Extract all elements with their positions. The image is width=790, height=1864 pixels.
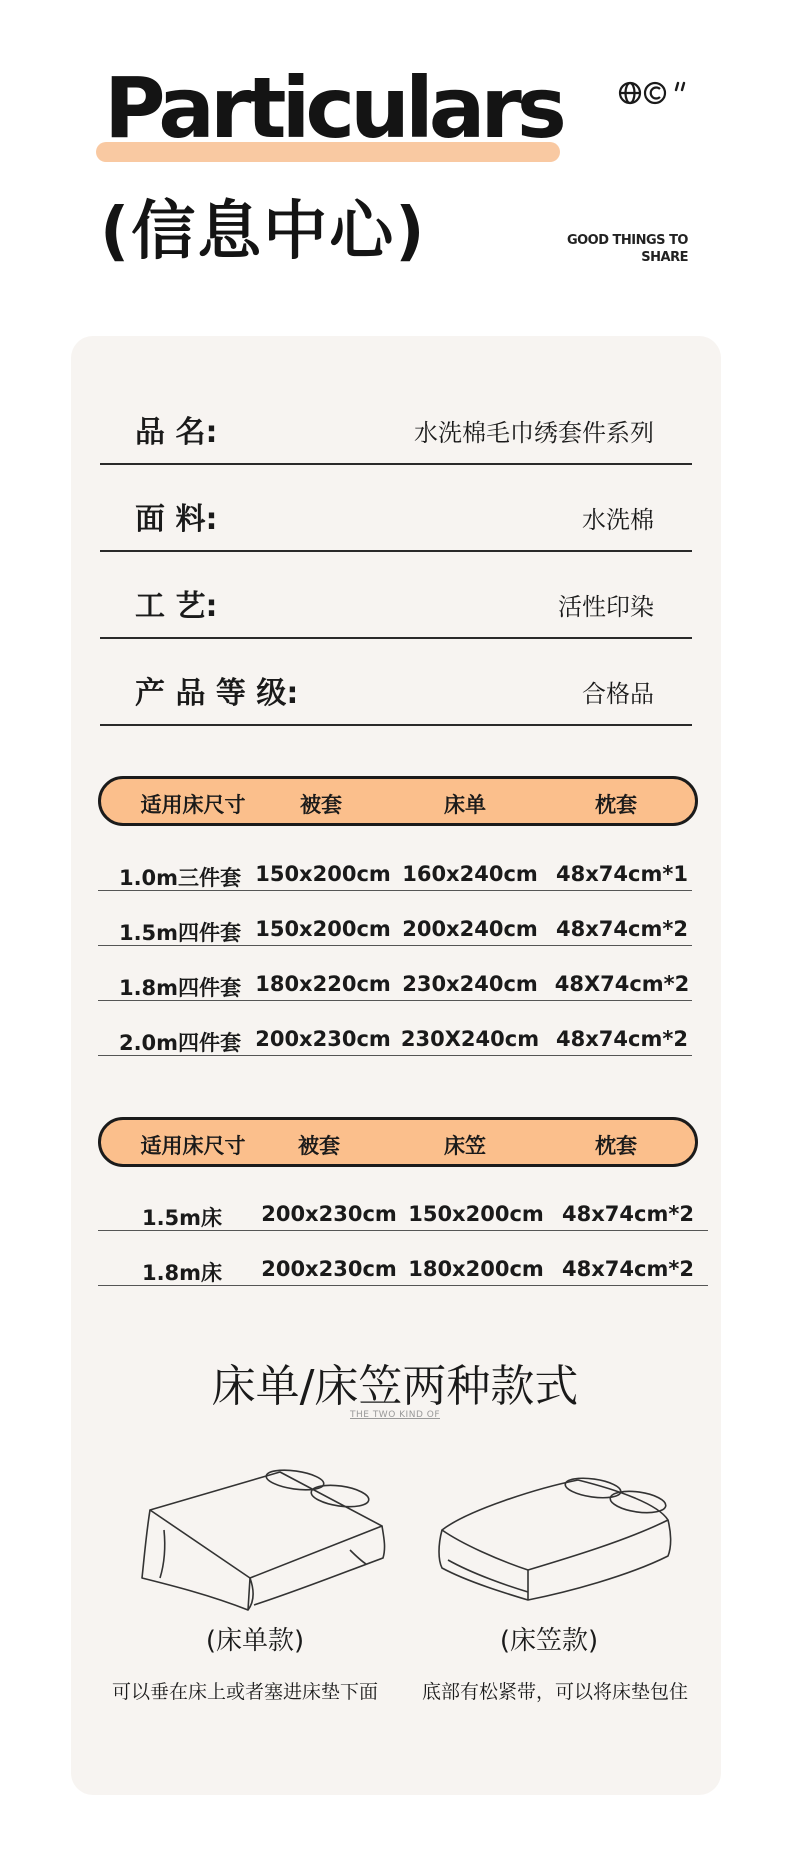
table-cell: 48x74cm*2 [556,1027,688,1051]
info-label: 品 名: [135,415,218,450]
info-value: 水洗棉毛巾绣套件系列 [414,419,654,447]
table-cell: 200x230cm [255,1027,391,1051]
table-cell: 48X74cm*2 [554,972,690,996]
flat-sheet-description: 可以垂在床上或者塞进床垫下面 [111,1681,378,1703]
info-value: 合格品 [582,680,654,708]
flat-sheet-label: (床单款) [205,1626,305,1656]
info-row-name [100,377,692,465]
fitted-sheet-description: 底部有松紧带，可以将床垫包住 [421,1681,688,1703]
page-title: Particulars [104,59,562,157]
copyright-icon [645,83,665,103]
table1-header [98,776,698,826]
table-cell: 1.0m三件套 [118,866,242,890]
table-cell: 200x230cm [261,1257,397,1281]
table-cell: 150x200cm [408,1202,544,1226]
header-cell: 被套 [298,1134,340,1158]
fitted-sheet-bed-illustration [428,1460,678,1610]
header-cell: 被套 [300,793,342,817]
flat-sheet-bed-illustration [130,1460,390,1620]
header-cell: 床单 [444,793,486,817]
info-row-craft [100,551,692,639]
fitted-sheet-label: (床笠款) [499,1626,599,1656]
globe-icon [620,83,640,103]
table-row [98,1245,708,1286]
header-cell: 枕套 [595,793,637,817]
styles-subtitle: THE TWO KIND OF [350,1410,440,1420]
table-cell: 230X240cm [400,1027,540,1051]
table-cell: 1.8m床 [141,1261,223,1285]
info-row-grade [100,638,692,726]
table-cell: 48x74cm*2 [562,1257,694,1281]
table-row [98,905,692,946]
info-value: 水洗棉 [582,506,654,534]
brand-icons [618,78,690,108]
header-cell: 枕套 [595,1134,637,1158]
table-cell: 150x200cm [255,862,391,886]
table-cell: 2.0m四件套 [118,1031,242,1055]
slogan-line-2: SHARE [641,250,688,265]
table-cell: 180x220cm [255,972,391,996]
table-cell: 160x240cm [402,862,538,886]
table-row [98,850,692,891]
table-cell: 1.5m四件套 [118,921,242,945]
quote-mark-icon [676,83,684,90]
header-cell: 床笠 [444,1134,486,1158]
table-row [98,1190,708,1231]
info-label: 产 品 等 级: [135,676,299,711]
table-cell: 48x74cm*2 [562,1202,694,1226]
table-row [98,960,692,1001]
table-cell: 180x200cm [408,1257,544,1281]
table-cell: 1.8m四件套 [118,976,242,1000]
header-cell: 适用床尺寸 [140,793,246,817]
header-cell: 适用床尺寸 [140,1134,246,1158]
table-cell: 200x230cm [261,1202,397,1226]
table-cell: 200x240cm [402,917,538,941]
table-cell: 48x74cm*1 [556,862,688,886]
styles-title: 床单/床笠两种款式 [211,1361,579,1412]
info-row-fabric [100,464,692,552]
table-cell: 1.5m床 [141,1206,223,1230]
info-label: 工 艺: [135,589,218,624]
table-row [98,1015,692,1056]
table-cell: 150x200cm [255,917,391,941]
table-cell: 48x74cm*2 [556,917,688,941]
table2-header [98,1117,698,1167]
page-subtitle: (信息中心) [100,195,427,269]
info-value: 活性印染 [558,593,654,621]
table-cell: 230x240cm [402,972,538,996]
info-label: 面 料: [135,502,218,537]
slogan [560,232,688,266]
slogan-line-1: GOOD THINGS TO [566,233,688,248]
